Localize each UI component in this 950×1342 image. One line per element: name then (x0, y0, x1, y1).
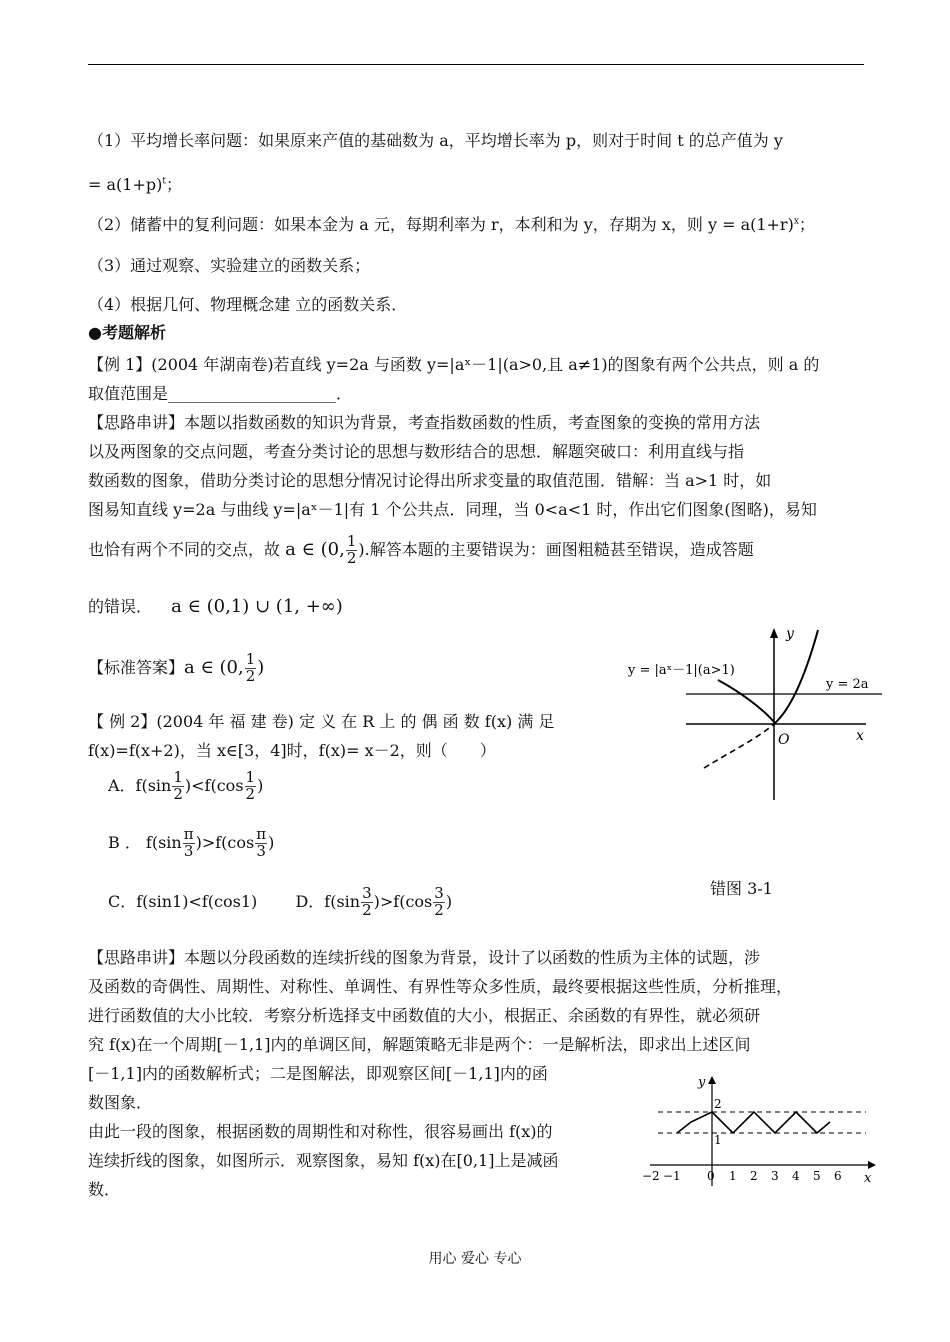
figure-1-y-label: y (786, 626, 794, 642)
section-title: ●考题解析 (88, 323, 166, 342)
figure-1-curve-left (718, 680, 774, 722)
figure-2-zigzag (640, 1070, 880, 1190)
figure-2-zigzag-line (677, 1112, 830, 1133)
figure-2-y-label: y (698, 1075, 706, 1090)
figure-1-x-label: x (856, 728, 864, 744)
option-b: B ． f(sin $\frac{\pi}{3}$ )>f(cos $\frac{\pi}{3}$ ) (108, 825, 275, 860)
option-c-d: C．f(sin1)<f(cos1) D．f(sin $\frac{3}{2}$ )>f(cos $\frac{3}{2}$ ) (108, 884, 453, 919)
example-1-line-2: 取值范围是_____________________． (88, 384, 353, 403)
figure-2-tick-label: 4 (792, 1169, 800, 1183)
para-2: （2）储蓄中的复利问题：如果本金为 a 元，每期利率为 r，本利和为 y，存期为 x，则 $y = a(1+r)^x$； (88, 215, 815, 234)
figure-2-y-arrow (708, 1076, 716, 1084)
example-2-line-1: 【 例 2】(2004 年 福 建 卷) 定 义 在 R 上 的 偶 函 数 f(x) 满 足 (88, 712, 555, 731)
figure-2-tick-label: 6 (834, 1169, 842, 1183)
analysis-1-line-4: 图易知直线 y=2a 与曲线 y=|aˣ－1|有 1 个公共点．同理，当 0<a<1 时，作出它们图象(图略)，易知 (88, 500, 817, 519)
analysis-2-line-5: [－1,1]内的函数解析式；二是图解法，即观察区间[－1,1]内的函 (88, 1064, 548, 1083)
analysis-2-line-3: 进行函数值的大小比较．考察分析选择支中函数值的大小，根据正、余函数的有界性，就必须研 (88, 1006, 761, 1025)
figure-2-label-1: 1 (714, 1133, 722, 1147)
figure-2-tick-label: −1 (663, 1169, 681, 1183)
figure-1-curve-right (774, 630, 818, 724)
header-rule (88, 64, 864, 65)
analysis-2-line-4: 究 f(x)在一个周期[－1,1]内的单调区间，解题策略无非是两个：一是解析法，即求出上述区间 (88, 1035, 751, 1054)
figure-2-tick-label: 1 (729, 1169, 737, 1183)
figure-2-tick-label: 0 (707, 1169, 715, 1183)
figure-2-tick-label: −2 (642, 1169, 660, 1183)
example-1-line-1: 【例 1】(2004 年湖南卷)若直线 y=2a 与函数 y=|aˣ－1|(a>0,且 a≠1)的图象有两个公共点，则 a 的 (88, 355, 820, 374)
standard-answer: 【标准答案】a ∈ (0, $\frac{1}{2}$ ) (88, 650, 265, 685)
option-a: A．f(sin $\frac{1}{2}$ )<f(cos $\frac{1}{2}$ ) (108, 768, 264, 803)
para-3: （3）通过观察、实验建立的函数关系； (88, 256, 371, 275)
analysis-2-line-2: 及函数的奇偶性、周期性、对称性、单调性、有界性等众多性质，最终要根据这些性质，分析推理， (88, 977, 793, 996)
figure-2-x-arrow (868, 1161, 876, 1169)
analysis-2-line-7: 由此一段的图象，根据函数的周期性和对称性，很容易画出 f(x)的 (88, 1122, 553, 1141)
figure-2-tick-label: 2 (750, 1169, 758, 1183)
analysis-2-line-8: 连续折线的图象，如图所示．观察图象，易知 f(x)在[0,1]上是减函 (88, 1151, 559, 1170)
figure-1-line-label: y = 2a (826, 677, 869, 692)
analysis-2-line-9: 数． (88, 1180, 121, 1199)
analysis-1-line-5: 也恰有两个不同的交点，故 a ∈ (0, $\frac{1}{2}$ ).解答本题的主要错误为：画图粗糙甚至错误，造成答题 (88, 532, 754, 567)
analysis-1-line-6: 的错误． a ∈ (0,1) ∪ (1, +∞) (88, 596, 343, 617)
analysis-2-line-6: 数图象． (88, 1093, 153, 1112)
analysis-1-line-3: 数函数的图象，借助分类讨论的思想分情况讨论得出所求变量的取值范围．错解：当 a>1 时，如 (88, 471, 772, 490)
figure-1-y-arrow (770, 628, 778, 638)
analysis-1-line-1: 【思路串讲】本题以指数函数的知识为背景，考查指数函数的性质，考查图象的变换的常用方法 (88, 413, 761, 432)
figure-1-caption: 错图 3-1 (710, 879, 773, 898)
analysis-2-line-1: 【思路串讲】本题以分段函数的连续折线的图象为背景，设计了以函数的性质为主体的试题，涉 (88, 948, 761, 967)
example-2-line-2: f(x)=f(x+2)，当 x∈[3，4]时，f(x)= x－2，则（ ） (88, 741, 496, 760)
figure-2-tick-label: 5 (813, 1169, 821, 1183)
para-1b: = $a(1+p)^t$； (88, 175, 182, 194)
figure-1-exponential (620, 622, 890, 804)
figure-2-label-2: 2 (714, 1097, 722, 1111)
figure-1-dashed-curve (704, 724, 774, 768)
para-1a: （1）平均增长率问题：如果原来产值的基础数为 a，平均增长率为 p，则对于时间 t 的总产值为 y (88, 131, 783, 150)
analysis-1-line-2: 以及两图象的交点问题，考查分类讨论的思想与数形结合的思想．解题突破口：利用直线与指 (88, 442, 745, 461)
page-footer: 用心 爱心 专心 (428, 1251, 522, 1267)
figure-2-tick-label: 3 (771, 1169, 779, 1183)
figure-1-origin-label: O (778, 732, 790, 748)
figure-2-x-label: x (864, 1171, 872, 1186)
figure-1-curve-label: y = |aˣ－1|(a>1) (628, 663, 735, 678)
para-4: （4）根据几何、物理概念建 立的函数关系． (88, 295, 408, 314)
